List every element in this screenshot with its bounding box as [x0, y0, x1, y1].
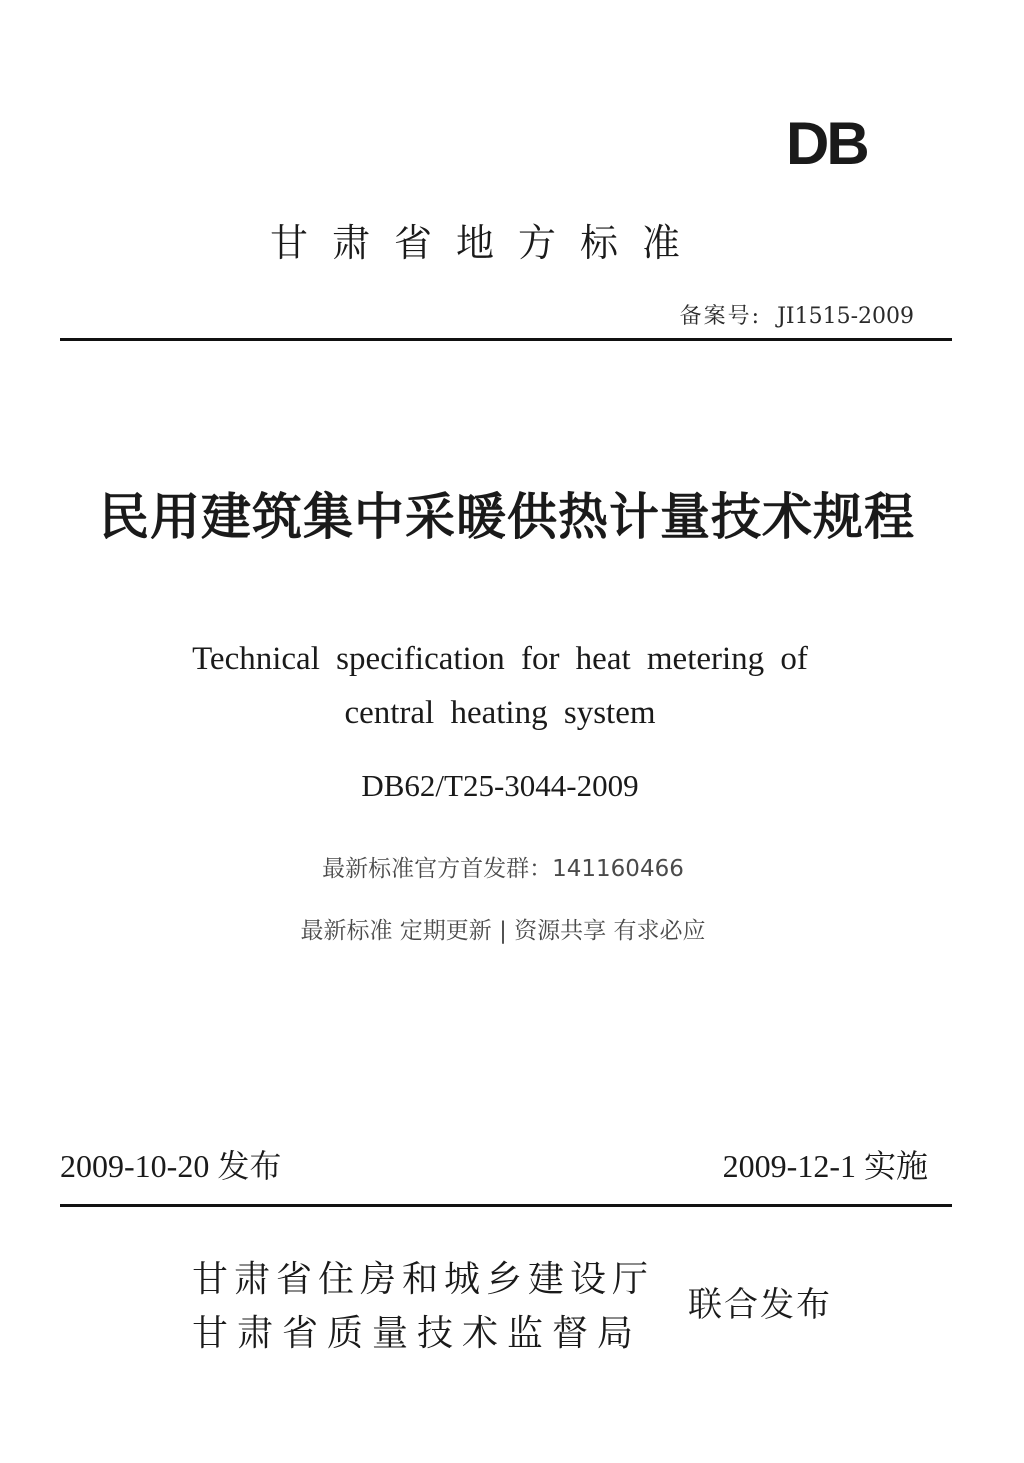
- title-english: [0, 632, 1000, 740]
- implementation-date: 2009-12-1 实施: [722, 1148, 928, 1184]
- joint-issue-label: 联合发布: [688, 1285, 832, 1325]
- bottom-divider: [60, 1204, 952, 1207]
- title-english-line2: central heating system: [344, 695, 656, 731]
- issuer-org1: 甘肃省住房和城乡建设厅: [192, 1259, 655, 1300]
- filing-number-row: [680, 306, 914, 328]
- db-logo: DB: [786, 110, 867, 177]
- promo-line1: 最新标准官方首发群：141160466: [322, 856, 684, 882]
- title-chinese: 民用建筑集中采暖供热计量技术规程: [99, 487, 915, 546]
- promo-line2: 最新标准 定期更新 | 资源共享 有求必应: [300, 918, 706, 944]
- standard-number: DB62/T25-3044-2009: [361, 768, 639, 803]
- standard-type: 甘肃省地方标准: [270, 221, 705, 265]
- filing-number: JI1515-2009: [777, 304, 914, 329]
- issuer-org2: 甘肃省质量技术监督局: [192, 1313, 643, 1354]
- issue-date: 2009-10-20 发布: [60, 1148, 282, 1184]
- title-english-line1: Technical specification for heat metering of: [192, 641, 808, 677]
- filing-label: 备案号:: [679, 304, 762, 329]
- top-divider: [60, 338, 952, 341]
